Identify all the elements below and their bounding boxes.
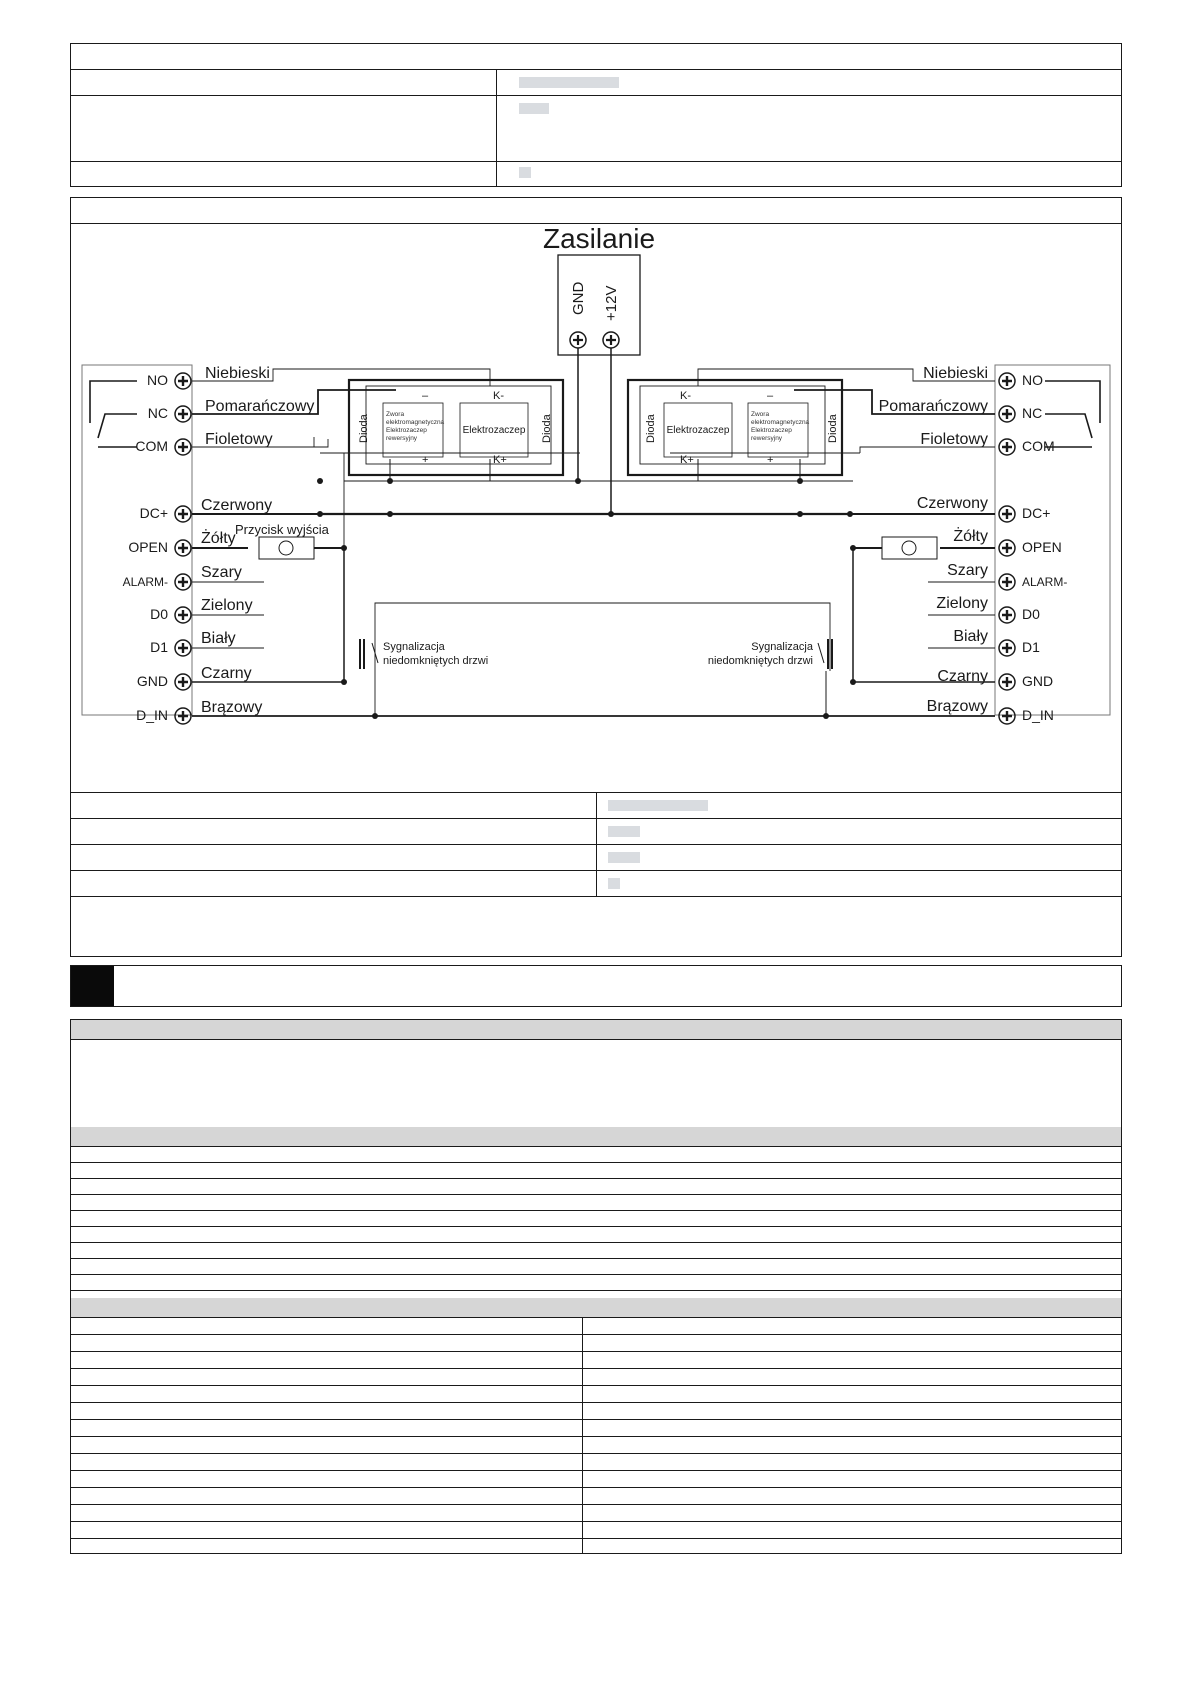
right-wire-yellow: Żółty [953,528,988,545]
left-minus: – [422,390,429,402]
left-term-open: OPEN [128,539,168,555]
table-row [71,1335,1121,1352]
spec-column-separator [596,793,597,896]
right-term-gnd: GND [1022,673,1054,689]
right-term-d0: D0 [1022,606,1040,622]
power-gnd-terminal [570,332,586,348]
right-wire-green: Zielony [936,595,988,612]
bottom-table [70,1019,1122,1554]
right-wire-orange: Pomarańczowy [878,398,988,415]
power-12v-label: +12V [603,285,620,321]
right-term-din: D_IN [1022,707,1054,723]
right-term-open: OPEN [1022,539,1062,555]
left-term-no: NO [147,372,168,388]
list-item [71,1243,1121,1259]
right-k-plus: K+ [680,454,694,466]
left-wire-violet: Fioletowy [205,431,273,448]
exit-button-label: Przycisk wyjścia [235,522,329,537]
list-item [71,1147,1121,1163]
right-diode-a: Dioda [645,414,657,443]
bottom-table-subheader [71,1298,1121,1318]
right-zwora-line-1: Zwora [751,411,770,418]
table-row [71,1454,1121,1471]
bottom-table-subheader [71,1127,1121,1147]
redacted-value [608,800,708,811]
left-zwora-line-1: Zwora [386,411,405,418]
right-wire-grey: Szary [947,562,988,579]
right-wire-black: Czarny [937,668,988,685]
table-row [71,1352,1121,1369]
left-k-minus: K- [493,390,504,402]
list-item [71,1163,1121,1179]
left-wire-white: Biały [201,630,236,647]
left-term-nc: NC [147,405,168,421]
bottom-table-header [71,1020,1121,1040]
redacted-value [519,167,531,178]
right-term-no: NO [1022,372,1043,388]
left-term-dcplus: DC+ [139,505,168,521]
right-zwora-line-2: elektromagnetyczna [751,419,810,426]
left-k-plus: K+ [493,454,507,466]
list-item [71,1211,1121,1227]
left-diode-a: Dioda [358,414,370,443]
power-12v-terminal [603,332,619,348]
left-strike-label: Elektrozaczep [462,425,526,436]
power-gnd-label: GND [570,281,587,315]
left-terminals [90,372,191,724]
list-item [71,1179,1121,1195]
left-wire-yellow: Żółty [201,530,236,547]
right-term-alarm: ALARM- [1022,575,1068,589]
right-term-dcplus: DC+ [1022,505,1051,521]
left-zwora-line-3: Elektrozaczep [386,427,427,434]
left-term-alarm: ALARM- [122,575,168,589]
right-lock-assembly [628,380,842,481]
table-row [71,1471,1121,1488]
top-table-header-row [71,44,1121,70]
wiring-block-header-row [71,198,1121,224]
list-item [71,1227,1121,1243]
section-header-bar [70,965,1122,1007]
table-row [71,1522,1121,1539]
power-title: Zasilanie [542,223,656,254]
left-relay-contact [90,381,137,447]
wiring-diagram [70,223,1122,743]
table-row [71,1403,1121,1420]
redacted-value [608,878,620,889]
door-sensor-right-line-2: niedomkniętych drzwi [707,655,813,667]
right-strike-label: Elektrozaczep [666,425,730,436]
right-minus: – [767,390,774,402]
table-row [71,1318,1121,1335]
right-term-nc: NC [1022,405,1043,421]
right-zwora-line-4: rewersyjny [751,435,783,442]
left-wire-red: Czerwony [201,497,273,514]
top-table-column-separator [496,70,497,186]
left-wire-blue: Niebieski [205,365,270,382]
redacted-value [608,852,640,863]
list-item [71,1195,1121,1211]
left-term-d1: D1 [150,639,168,655]
door-sensor-left-line-1: Sygnalizacja [383,641,445,653]
door-sensor-right [708,639,832,716]
left-term-din: D_IN [136,707,168,723]
left-term-com: COM [135,438,168,454]
right-zwora-line-3: Elektrozaczep [751,427,792,434]
left-wire-brown: Brązowy [201,699,263,716]
left-wire-green: Zielony [201,597,253,614]
right-diode-b: Dioda [827,414,839,443]
list-item [71,1259,1121,1275]
left-zwora-line-2: elektromagnetyczna [386,419,445,426]
wiring-block-caption-row [71,743,1121,793]
door-sensor-left-line-2: niedomkniętych drzwi [383,655,489,667]
left-term-gnd: GND [136,673,168,689]
door-sensor-right-line-1: Sygnalizacja [751,641,813,653]
table-row [71,1386,1121,1403]
table-row [71,1505,1121,1522]
right-plus: + [767,454,774,466]
left-wire-orange: Pomarańczowy [205,398,315,415]
redacted-value [519,77,619,88]
table-row [71,1369,1121,1386]
left-diode-b: Dioda [541,414,553,443]
left-zwora-line-4: rewersyjny [386,435,418,442]
right-terminals [999,372,1100,724]
left-term-d0: D0 [150,606,168,622]
right-wire-white: Biały [953,628,988,645]
left-wire-grey: Szary [201,564,242,581]
redacted-value [519,103,549,114]
right-term-com: COM [1022,438,1055,454]
terminal-screws-right [999,373,1015,724]
top-table-row [71,96,1121,162]
left-lock-assembly [349,380,563,481]
redacted-value [608,826,640,837]
right-k-minus: K- [680,390,691,402]
right-wire-brown: Brązowy [926,698,988,715]
list-item [71,1275,1121,1291]
table-row [71,1488,1121,1505]
section-number-box [71,966,114,1006]
left-plus: + [422,454,429,466]
right-term-d1: D1 [1022,639,1040,655]
right-wire-blue: Niebieski [923,365,988,382]
terminal-screws-left [175,373,191,724]
top-table [70,43,1122,187]
table-row [71,1437,1121,1454]
left-wire-black: Czarny [201,665,252,682]
right-wire-violet: Fioletowy [920,431,988,448]
right-wire-red: Czerwony [916,495,988,512]
table-row [71,1420,1121,1437]
